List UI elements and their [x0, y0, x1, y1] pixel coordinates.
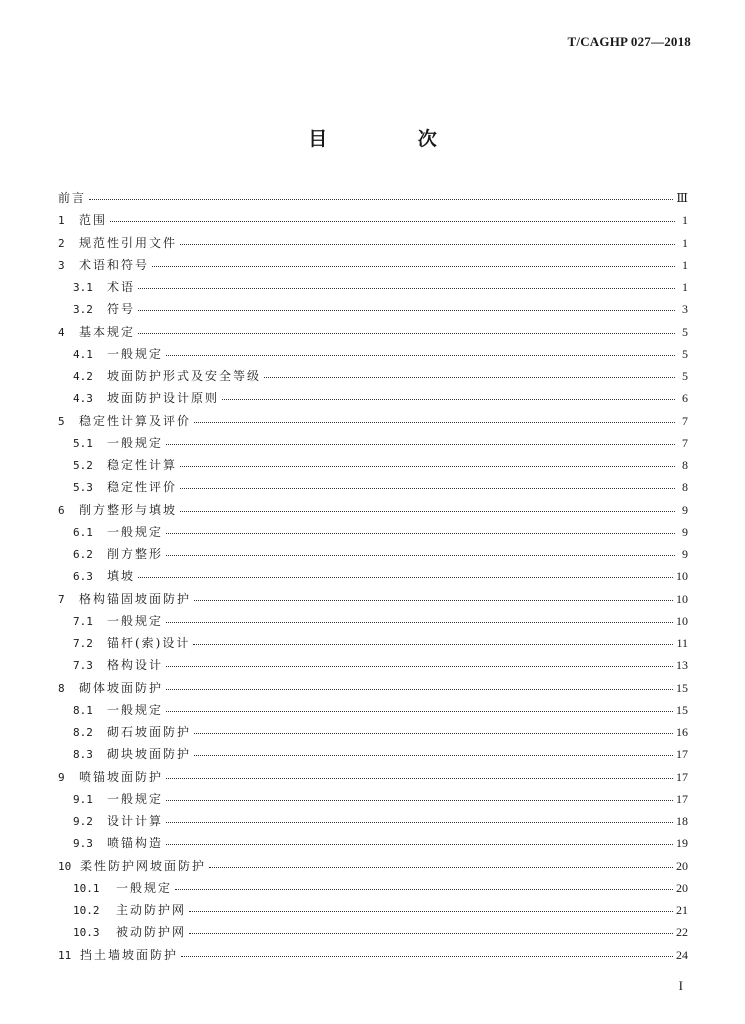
toc-entry-page: 20	[676, 858, 688, 873]
toc-entry-label: 一般规定	[107, 791, 164, 806]
toc-entry-number: 6.1	[73, 525, 93, 539]
toc-entry[interactable]	[58, 590, 688, 612]
dot-leader	[152, 257, 675, 269]
toc-entry-page: 17	[676, 791, 688, 806]
dot-leader	[264, 368, 675, 380]
toc-entry[interactable]	[58, 278, 688, 300]
toc-entry-number: 2	[58, 236, 65, 250]
dot-leader	[166, 435, 675, 447]
toc-entry-label: 稳定性计算及评价	[79, 413, 192, 428]
toc-entry-number: 4.1	[73, 347, 93, 361]
toc-entry-label: 一般规定	[107, 524, 164, 539]
toc-entry[interactable]	[58, 478, 688, 500]
dot-leader	[180, 457, 675, 469]
dot-leader	[166, 769, 673, 781]
toc-entry-page: 20	[676, 880, 688, 895]
toc-entry-number: 9.2	[73, 815, 93, 828]
dot-leader	[194, 591, 673, 603]
toc-entry-number: 3.1	[73, 281, 93, 294]
toc-entry-label: 坡面防护形式及安全等级	[107, 369, 262, 383]
toc-entry-number: 1	[58, 214, 65, 228]
toc-entry[interactable]	[58, 701, 688, 723]
dot-leader	[138, 301, 675, 313]
toc-entry[interactable]	[58, 434, 688, 456]
toc-entry-page: 18	[676, 814, 688, 828]
toc-entry-number: 8	[58, 681, 65, 695]
toc-entry-page: 13	[676, 658, 688, 673]
toc-entry-label: 一般规定	[107, 702, 164, 717]
toc-entry-label: 一般规定	[107, 435, 164, 450]
toc-entry-number: 6.2	[73, 548, 93, 561]
toc-entry-number: 10.2	[73, 904, 100, 917]
toc-entry-label: 稳定性评价	[107, 480, 178, 495]
toc-entry-page: Ⅲ	[676, 191, 688, 205]
toc-entry-label: 坡面防护设计原则	[107, 391, 220, 406]
toc-entry[interactable]	[58, 656, 688, 678]
toc-entry-page: 1	[682, 280, 688, 294]
toc-entry[interactable]	[58, 923, 688, 945]
toc-entry-page: 3	[682, 302, 688, 317]
toc-entry[interactable]	[58, 456, 688, 478]
toc-entry-page: 17	[676, 769, 688, 784]
dot-leader	[166, 813, 673, 825]
toc-entry[interactable]	[58, 300, 688, 322]
dot-leader	[89, 190, 673, 202]
dot-leader	[180, 235, 675, 247]
toc-entry[interactable]	[58, 323, 688, 345]
dot-leader	[166, 680, 673, 692]
toc-entry-label: 格构设计	[107, 658, 164, 673]
toc-entry-number: 8.3	[73, 748, 93, 762]
toc-entry[interactable]	[58, 367, 688, 389]
toc-entry-number: 7.3	[73, 659, 93, 673]
toc-entry[interactable]	[58, 189, 688, 211]
dot-leader	[193, 635, 673, 647]
toc-entry-label: 规范性引用文件	[79, 235, 178, 250]
dot-leader	[166, 835, 673, 847]
toc-entry[interactable]	[58, 768, 688, 790]
toc-entry-label: 基本规定	[79, 324, 136, 339]
toc-entry-label: 砌体坡面防护	[79, 680, 164, 695]
toc-entry-page: 5	[682, 369, 688, 383]
dot-leader	[209, 858, 673, 870]
toc-entry-number: 9.3	[73, 837, 93, 851]
toc-entry-number: 5.1	[73, 436, 93, 450]
dot-leader	[138, 568, 673, 580]
dot-leader	[166, 346, 675, 358]
toc-entry-number: 9.1	[73, 792, 93, 806]
toc-entry[interactable]	[58, 679, 688, 701]
toc-entry-page: 21	[676, 903, 688, 917]
toc-entry-number: 5	[58, 414, 65, 428]
standard-code: T/CAGHP 027—2018	[567, 34, 691, 49]
toc-entry-page: 5	[682, 346, 688, 361]
toc-entry[interactable]	[58, 256, 688, 278]
toc-entry-page: 10	[676, 613, 688, 628]
dot-leader	[138, 279, 675, 291]
toc-entry[interactable]	[58, 567, 688, 589]
toc-entry-label: 挡土墙坡面防护	[80, 947, 179, 962]
toc-entry[interactable]	[58, 234, 688, 256]
table-of-contents	[58, 189, 688, 968]
toc-entry-page: 8	[682, 480, 688, 495]
dot-leader	[138, 324, 675, 336]
toc-entry[interactable]	[58, 745, 688, 767]
toc-entry-number: 4.3	[73, 392, 93, 406]
dot-leader	[194, 746, 673, 758]
toc-entry-page: 9	[682, 502, 688, 517]
dot-leader	[194, 413, 675, 425]
toc-entry-page: 22	[676, 925, 688, 940]
dot-leader	[194, 724, 673, 736]
toc-entry-label: 被动防护网	[116, 925, 187, 940]
toc-entry-label: 喷锚坡面防护	[79, 769, 164, 784]
toc-entry[interactable]	[58, 545, 688, 567]
toc-entry-label: 主动防护网	[116, 903, 187, 917]
dot-leader	[175, 880, 673, 892]
toc-entry-label: 锚杆(索)设计	[107, 636, 191, 650]
toc-entry-number: 8.2	[73, 726, 93, 739]
toc-entry-page: 10	[676, 569, 688, 584]
toc-entry-label: 一般规定	[107, 346, 164, 361]
toc-entry[interactable]	[58, 723, 688, 745]
toc-entry-number: 4	[58, 325, 65, 339]
toc-entry-label: 削方整形与填坡	[79, 502, 178, 517]
toc-entry-label: 柔性防护网坡面防护	[80, 858, 207, 873]
toc-entry-page: 7	[682, 413, 688, 428]
toc-entry-label: 一般规定	[107, 613, 164, 628]
dot-leader	[166, 613, 673, 625]
dot-leader	[166, 791, 673, 803]
toc-entry[interactable]	[58, 389, 688, 411]
toc-entry-number: 7.2	[73, 637, 93, 650]
toc-entry-page: 11	[676, 636, 688, 650]
toc-entry-number: 10	[58, 859, 72, 873]
toc-entry-page: 9	[682, 524, 688, 539]
toc-entry-page: 1	[682, 257, 688, 272]
toc-entry-page: 10	[676, 591, 688, 606]
toc-entry-page: 5	[682, 324, 688, 339]
dot-leader	[166, 546, 675, 558]
dot-leader	[180, 502, 675, 514]
toc-entry-page: 15	[676, 680, 688, 695]
toc-entry-number: 10.3	[73, 926, 100, 940]
toc-entry-label: 设计计算	[107, 814, 164, 828]
toc-entry-label: 削方整形	[107, 547, 164, 561]
toc-entry-label: 符号	[107, 302, 136, 317]
toc-entry[interactable]	[58, 501, 688, 523]
toc-entry-label: 前言	[58, 191, 87, 205]
toc-entry-number: 4.2	[73, 370, 93, 383]
toc-entry-page: 19	[676, 836, 688, 851]
toc-entry-page: 1	[682, 235, 688, 250]
toc-entry-number: 3.2	[73, 303, 93, 317]
toc-entry-number: 7	[58, 592, 65, 606]
toc-entry-number: 10.1	[73, 881, 100, 895]
toc-entry[interactable]	[58, 612, 688, 634]
toc-entry-label: 术语	[107, 280, 136, 294]
toc-entry[interactable]	[58, 857, 688, 879]
toc-entry-number: 6	[58, 503, 65, 517]
toc-entry-page: 16	[676, 725, 688, 739]
dot-leader	[181, 947, 673, 959]
toc-entry-page: 1	[682, 213, 688, 228]
toc-entry-page: 24	[676, 947, 688, 962]
page-number: I	[678, 978, 683, 993]
dot-leader	[189, 924, 673, 936]
toc-entry-page: 15	[676, 702, 688, 717]
toc-entry[interactable]	[58, 523, 688, 545]
toc-entry[interactable]	[58, 901, 688, 923]
toc-entry-number: 3	[58, 258, 65, 272]
toc-entry-label: 喷锚构造	[107, 836, 164, 851]
toc-entry-number: 7.1	[73, 614, 93, 628]
toc-entry-label: 砌石坡面防护	[107, 725, 192, 739]
dot-leader	[110, 212, 675, 224]
dot-leader	[189, 902, 673, 914]
toc-entry-label: 填坡	[107, 569, 136, 584]
toc-entry-number: 8.1	[73, 703, 93, 717]
dot-leader	[166, 524, 675, 536]
page-title: 目 次	[308, 128, 479, 150]
toc-entry-page: 9	[682, 547, 688, 561]
toc-entry[interactable]	[58, 211, 688, 233]
toc-entry-page: 8	[682, 458, 688, 472]
toc-entry-label: 格构锚固坡面防护	[79, 591, 192, 606]
toc-entry[interactable]	[58, 879, 688, 901]
toc-entry-number: 6.3	[73, 570, 93, 584]
toc-entry-number: 5.2	[73, 459, 93, 472]
toc-entry-label: 范围	[79, 213, 108, 228]
dot-leader	[166, 702, 673, 714]
toc-entry-page: 7	[682, 435, 688, 450]
dot-leader	[180, 479, 675, 491]
toc-entry-label: 一般规定	[116, 880, 173, 895]
toc-entry[interactable]	[58, 812, 688, 834]
toc-entry[interactable]	[58, 412, 688, 434]
toc-entry-page: 6	[682, 391, 688, 406]
dot-leader	[166, 657, 673, 669]
dot-leader	[222, 390, 675, 402]
toc-entry-label: 术语和符号	[79, 257, 150, 272]
toc-entry-number: 9	[58, 770, 65, 784]
toc-entry-page: 17	[676, 747, 688, 762]
toc-entry[interactable]	[58, 834, 688, 856]
toc-entry-label: 砌块坡面防护	[107, 747, 192, 762]
toc-entry[interactable]	[58, 345, 688, 367]
toc-entry-number: 5.3	[73, 481, 93, 495]
toc-entry[interactable]	[58, 790, 688, 812]
toc-entry[interactable]	[58, 946, 688, 968]
toc-entry-label: 稳定性计算	[107, 458, 178, 472]
toc-entry-number: 11	[58, 948, 72, 962]
toc-entry[interactable]	[58, 634, 688, 656]
